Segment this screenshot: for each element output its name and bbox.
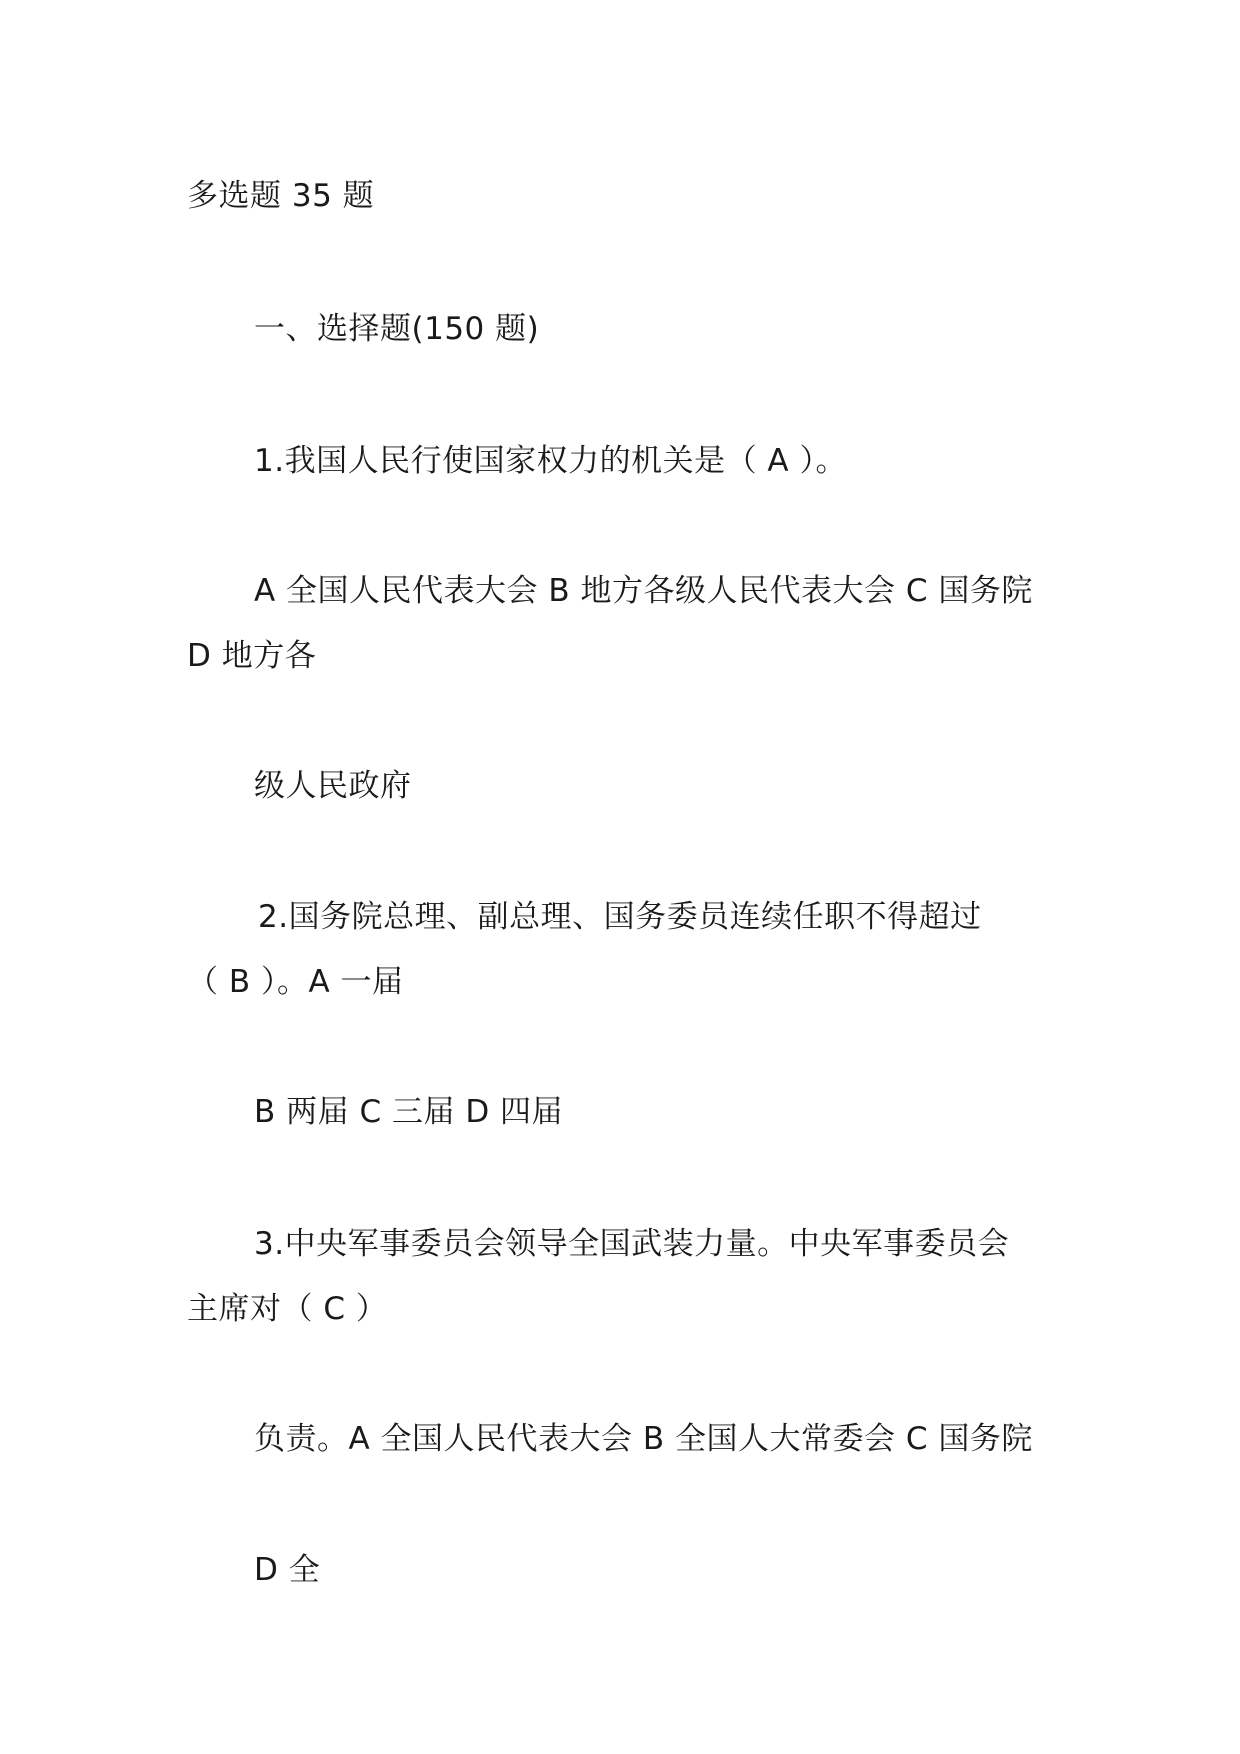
document-heading: 多选题 35 题 <box>187 178 375 214</box>
question-3-text-cont: 主席对（ C ） <box>187 1291 388 1327</box>
question-2-text: 2.国务院总理、副总理、国务委员连续任职不得超过 <box>258 899 982 935</box>
question-2-options: B 两届 C 三届 D 四届 <box>254 1094 564 1130</box>
question-3-options-line-2: D 全 <box>254 1552 321 1588</box>
question-3-options-line-1: 负责。A 全国人民代表大会 B 全国人大常委会 C 国务院 <box>254 1421 1033 1457</box>
question-2-text-cont: （ B ）。A 一届 <box>187 964 404 1000</box>
question-1-options-line-1: A 全国人民代表大会 B 地方各级人民代表大会 C 国务院 <box>254 573 1033 609</box>
question-3-text: 3.中央军事委员会领导全国武装力量。中央军事委员会 <box>254 1226 1010 1262</box>
section-title: 一、选择题(150 题) <box>254 311 540 347</box>
question-1-text: 1.我国人民行使国家权力的机关是（ A ）。 <box>254 443 847 479</box>
question-1-options-line-3: 级人民政府 <box>254 768 412 804</box>
question-1-options-line-2: D 地方各 <box>187 638 317 674</box>
